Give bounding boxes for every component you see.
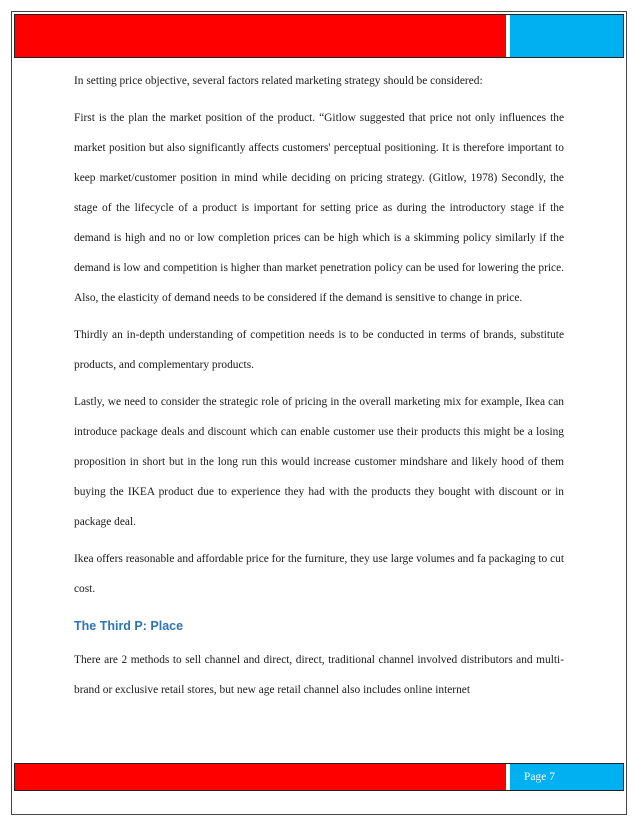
header-band-red: [15, 15, 510, 57]
page-body: [74, 66, 564, 712]
paragraph-ikea-pricing: Ikea offers reasonable and affordable price for the furniture, they use large volumes and fa packaging to cut cost.: [74, 553, 564, 595]
paragraph-competition: Thirdly an in-depth understanding of competition needs is to be conducted in terms of brands, substitute products, and complementary products.: [74, 329, 564, 371]
footer-band-blue: [510, 764, 623, 790]
page-number: Page 7: [524, 771, 555, 783]
section-heading-place: The Third P: Place: [74, 619, 184, 633]
header-band-blue: [510, 15, 623, 57]
paragraph-market-position: First is the plan the market position of the product. “Gitlow suggested that price not only influences the market position but also significantly affects customers' perceptual positioning. It is therefore important to keep market/customer position in mind while deciding on pricing strategy. (Gitlow, 1978) Secondly, the stage of the lifecycle of a product is important for setting price as during the introductory stage if the demand is high and no or low completion prices can be high which is a skimming policy similarly if the demand is low and competition is higher than market penetration policy can be used for lowering the price. Also, the elasticity of demand needs to be considered if the demand is sensitive to change in price.: [74, 112, 564, 304]
header-band: [14, 14, 624, 58]
footer-band-red: [15, 764, 510, 790]
footer-band: [14, 763, 624, 791]
paragraph-price-objective: In setting price objective, several factors related marketing strategy should be considered:: [74, 75, 483, 87]
paragraph-place-channels: There are 2 methods to sell channel and direct, direct, traditional channel involved distributors and multi-brand or exclusive retail stores, but new age retail channel also includes online internet: [74, 654, 564, 696]
paragraph-strategic-role: Lastly, we need to consider the strategic role of pricing in the overall marketing mix for example, Ikea can introduce package deals and discount which can enable customer use their products this might be a losing proposition in short but in the long run this would increase customer mindshare and likely hood of them buying the IKEA product due to experience they had with the products they bought with discount or in package deal.: [74, 396, 564, 528]
